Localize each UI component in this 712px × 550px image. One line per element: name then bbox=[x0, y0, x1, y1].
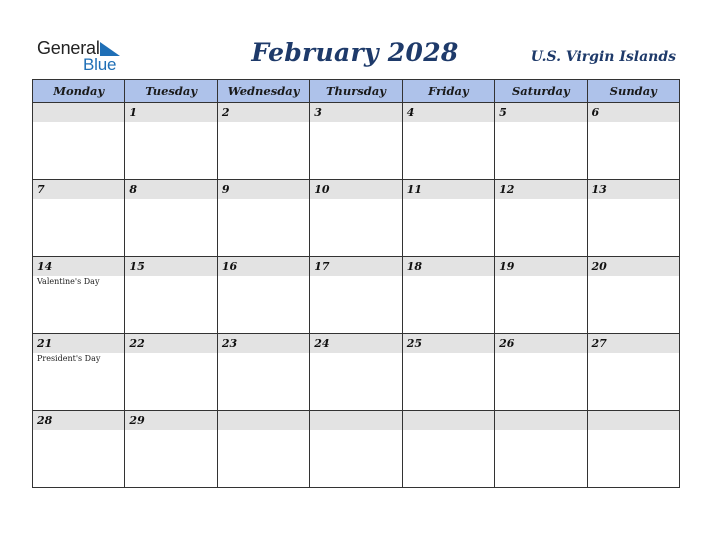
calendar-title: February 2028 bbox=[251, 38, 459, 67]
day-number: 22 bbox=[125, 334, 216, 353]
day-cell bbox=[402, 257, 494, 334]
week-row bbox=[33, 411, 680, 488]
day-cell bbox=[587, 180, 679, 257]
day-number: 11 bbox=[403, 180, 494, 199]
day-number: 21 bbox=[33, 334, 124, 353]
day-cell bbox=[402, 334, 494, 411]
day-cell bbox=[217, 334, 309, 411]
day-number: 12 bbox=[495, 180, 586, 199]
week-row bbox=[33, 257, 680, 334]
day-number: 9 bbox=[218, 180, 309, 199]
logo-text-general: General bbox=[37, 38, 100, 58]
day-cell bbox=[587, 103, 679, 180]
day-cell bbox=[125, 411, 217, 488]
day-number: 5 bbox=[495, 103, 586, 122]
day-cell bbox=[310, 103, 402, 180]
day-number bbox=[588, 411, 679, 430]
calendar-body bbox=[33, 103, 680, 488]
weekday-header: Thursday bbox=[310, 80, 402, 103]
day-number bbox=[33, 103, 124, 122]
weekday-header: Tuesday bbox=[125, 80, 217, 103]
day-number: 23 bbox=[218, 334, 309, 353]
weekday-header: Saturday bbox=[495, 80, 587, 103]
day-number: 26 bbox=[495, 334, 586, 353]
day-number: 16 bbox=[218, 257, 309, 276]
day-cell bbox=[125, 180, 217, 257]
month-calendar bbox=[32, 79, 680, 488]
week-row bbox=[33, 334, 680, 411]
day-cell bbox=[495, 103, 587, 180]
region-label: U.S. Virgin Islands bbox=[530, 49, 676, 65]
day-number: 8 bbox=[125, 180, 216, 199]
day-cell bbox=[310, 180, 402, 257]
day-number: 25 bbox=[403, 334, 494, 353]
weekday-header-row bbox=[33, 80, 680, 103]
day-number: 10 bbox=[310, 180, 401, 199]
logo-triangle-icon bbox=[100, 42, 120, 56]
logo-text-blue: Blue bbox=[83, 55, 117, 74]
day-cell bbox=[402, 103, 494, 180]
day-number: 19 bbox=[495, 257, 586, 276]
day-cell bbox=[402, 411, 494, 488]
day-cell bbox=[33, 257, 125, 334]
day-cell bbox=[310, 257, 402, 334]
day-number: 28 bbox=[33, 411, 124, 430]
day-number bbox=[403, 411, 494, 430]
day-cell bbox=[495, 411, 587, 488]
day-cell bbox=[495, 180, 587, 257]
day-cell bbox=[495, 334, 587, 411]
day-cell bbox=[217, 411, 309, 488]
day-number: 20 bbox=[588, 257, 679, 276]
holiday-label: Valentine's Day bbox=[37, 277, 100, 286]
day-cell bbox=[33, 103, 125, 180]
day-cell bbox=[402, 180, 494, 257]
day-number: 7 bbox=[33, 180, 124, 199]
day-cell bbox=[125, 334, 217, 411]
day-number: 29 bbox=[125, 411, 216, 430]
day-cell bbox=[217, 257, 309, 334]
day-number: 6 bbox=[588, 103, 679, 122]
day-cell bbox=[33, 180, 125, 257]
day-number: 27 bbox=[588, 334, 679, 353]
day-cell bbox=[587, 411, 679, 488]
day-number bbox=[310, 411, 401, 430]
weekday-header: Wednesday bbox=[217, 80, 309, 103]
day-number: 13 bbox=[588, 180, 679, 199]
day-number: 24 bbox=[310, 334, 401, 353]
generalblue-logo bbox=[37, 38, 127, 74]
day-cell bbox=[125, 103, 217, 180]
weekday-header: Monday bbox=[33, 80, 125, 103]
day-number: 17 bbox=[310, 257, 401, 276]
day-cell bbox=[217, 180, 309, 257]
day-cell bbox=[217, 103, 309, 180]
day-number bbox=[495, 411, 586, 430]
day-number: 14 bbox=[33, 257, 124, 276]
day-cell bbox=[587, 334, 679, 411]
day-cell bbox=[125, 257, 217, 334]
day-number: 3 bbox=[310, 103, 401, 122]
day-number bbox=[218, 411, 309, 430]
day-cell bbox=[33, 411, 125, 488]
day-number: 18 bbox=[403, 257, 494, 276]
day-number: 1 bbox=[125, 103, 216, 122]
week-row bbox=[33, 103, 680, 180]
day-number: 2 bbox=[218, 103, 309, 122]
week-row bbox=[33, 180, 680, 257]
day-number: 15 bbox=[125, 257, 216, 276]
day-cell bbox=[587, 257, 679, 334]
weekday-header: Sunday bbox=[587, 80, 679, 103]
day-cell bbox=[33, 334, 125, 411]
weekday-header: Friday bbox=[402, 80, 494, 103]
day-cell bbox=[495, 257, 587, 334]
holiday-label: President's Day bbox=[37, 354, 101, 363]
day-cell bbox=[310, 411, 402, 488]
day-cell bbox=[310, 334, 402, 411]
day-number: 4 bbox=[403, 103, 494, 122]
